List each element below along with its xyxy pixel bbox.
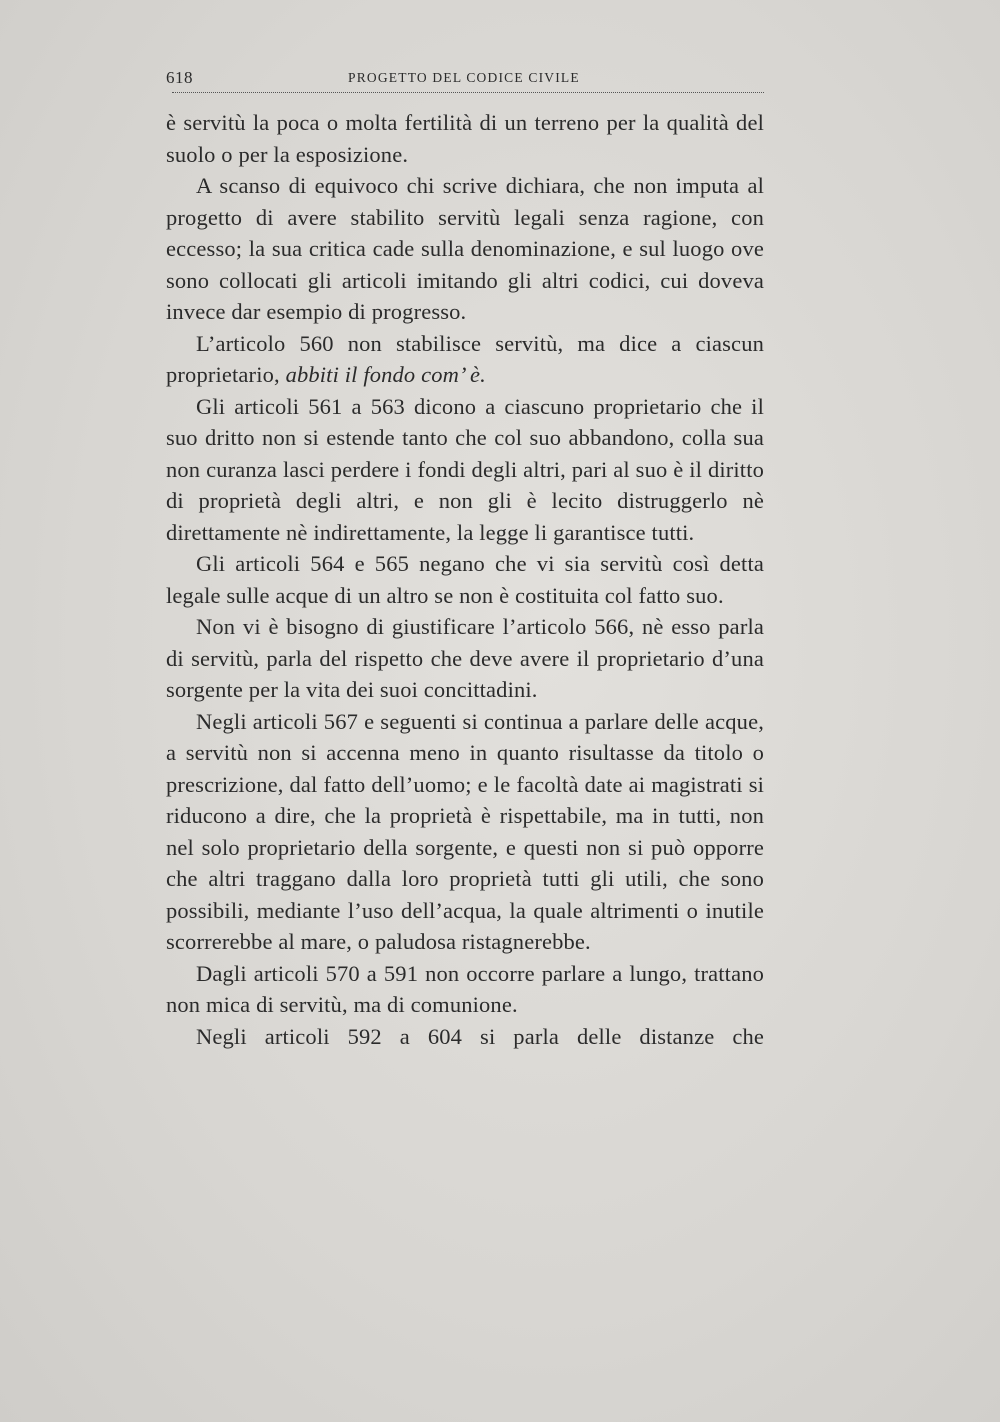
page-number: 618 (166, 68, 193, 87)
paragraph-6: Non vi è bisogno di giustificare l’articolo 566, nè esso parla di servitù, parla del rispetto che deve avere il proprietario d’una sorgente per la vita dei suoi concittadini. (166, 614, 764, 702)
header-rule (172, 92, 764, 93)
page-header (166, 62, 764, 92)
paragraph-3 (166, 328, 764, 391)
paragraph-4: Gli articoli 561 a 563 dicono a ciascuno proprietario che il suo dritto non si estende tanto che col suo abbandono, colla sua non curanza lasci perdere i fondi degli altri, pari al suo è il diritto di proprietà degli altri, e non gli è lecito distruggerlo nè direttamente nè indirettamente, la legge li garantisce tutti. (166, 393, 764, 545)
body-text (166, 107, 764, 1052)
paragraph-1: è servitù la poca o molta fertilità di un terreno per la qualità del suolo o per la esposizione. (166, 110, 764, 167)
running-head: PROGETTO DEL CODICE CIVILE (348, 70, 580, 85)
paragraph-2: A scanso di equivoco chi scrive dichiara, che non imputa al progetto di avere stabilito servitù legali senza ragione, con eccesso; la sua critica cade sulla denominazione, e sul luogo ove sono collocati gli articoli imitando gli altri codici, cui doveva invece dar esempio di progresso. (166, 173, 764, 324)
paragraph-3-text: L’articolo 560 non stabilisce servitù, ma dice a ciascun proprietario, (166, 330, 764, 387)
paragraph-3-italic: abbiti il fondo com’ è. (285, 362, 486, 387)
paragraph-5: Gli articoli 564 e 565 negano che vi sia servitù così detta legale sulle acque di un altro se non è costituita col fatto suo. (166, 551, 764, 608)
paragraph-7: Negli articoli 567 e seguenti si continua a parlare delle acque, a servitù non si accenna meno in quanto risultasse da titolo o prescrizione, dal fatto dell’uomo; e le facoltà date ai magistrati si riducono a dire, che la proprietà è rispettabile, ma in tutti, non nel solo proprietario della sorgente, e questi non si può opporre che altri traggano dalla loro proprietà tutti gli utili, che sono possibili, mediante l’uso dell’acqua, la quale altrimenti o inutile scorrerebbe al mare, o paludosa ristagnerebbe. (166, 708, 764, 954)
paragraph-9: Negli articoli 592 a 604 si parla delle distanze che (196, 1023, 764, 1049)
paragraph-8: Dagli articoli 570 a 591 non occorre parlare a lungo, trattano non mica di servitù, ma di comunione. (166, 960, 764, 1017)
